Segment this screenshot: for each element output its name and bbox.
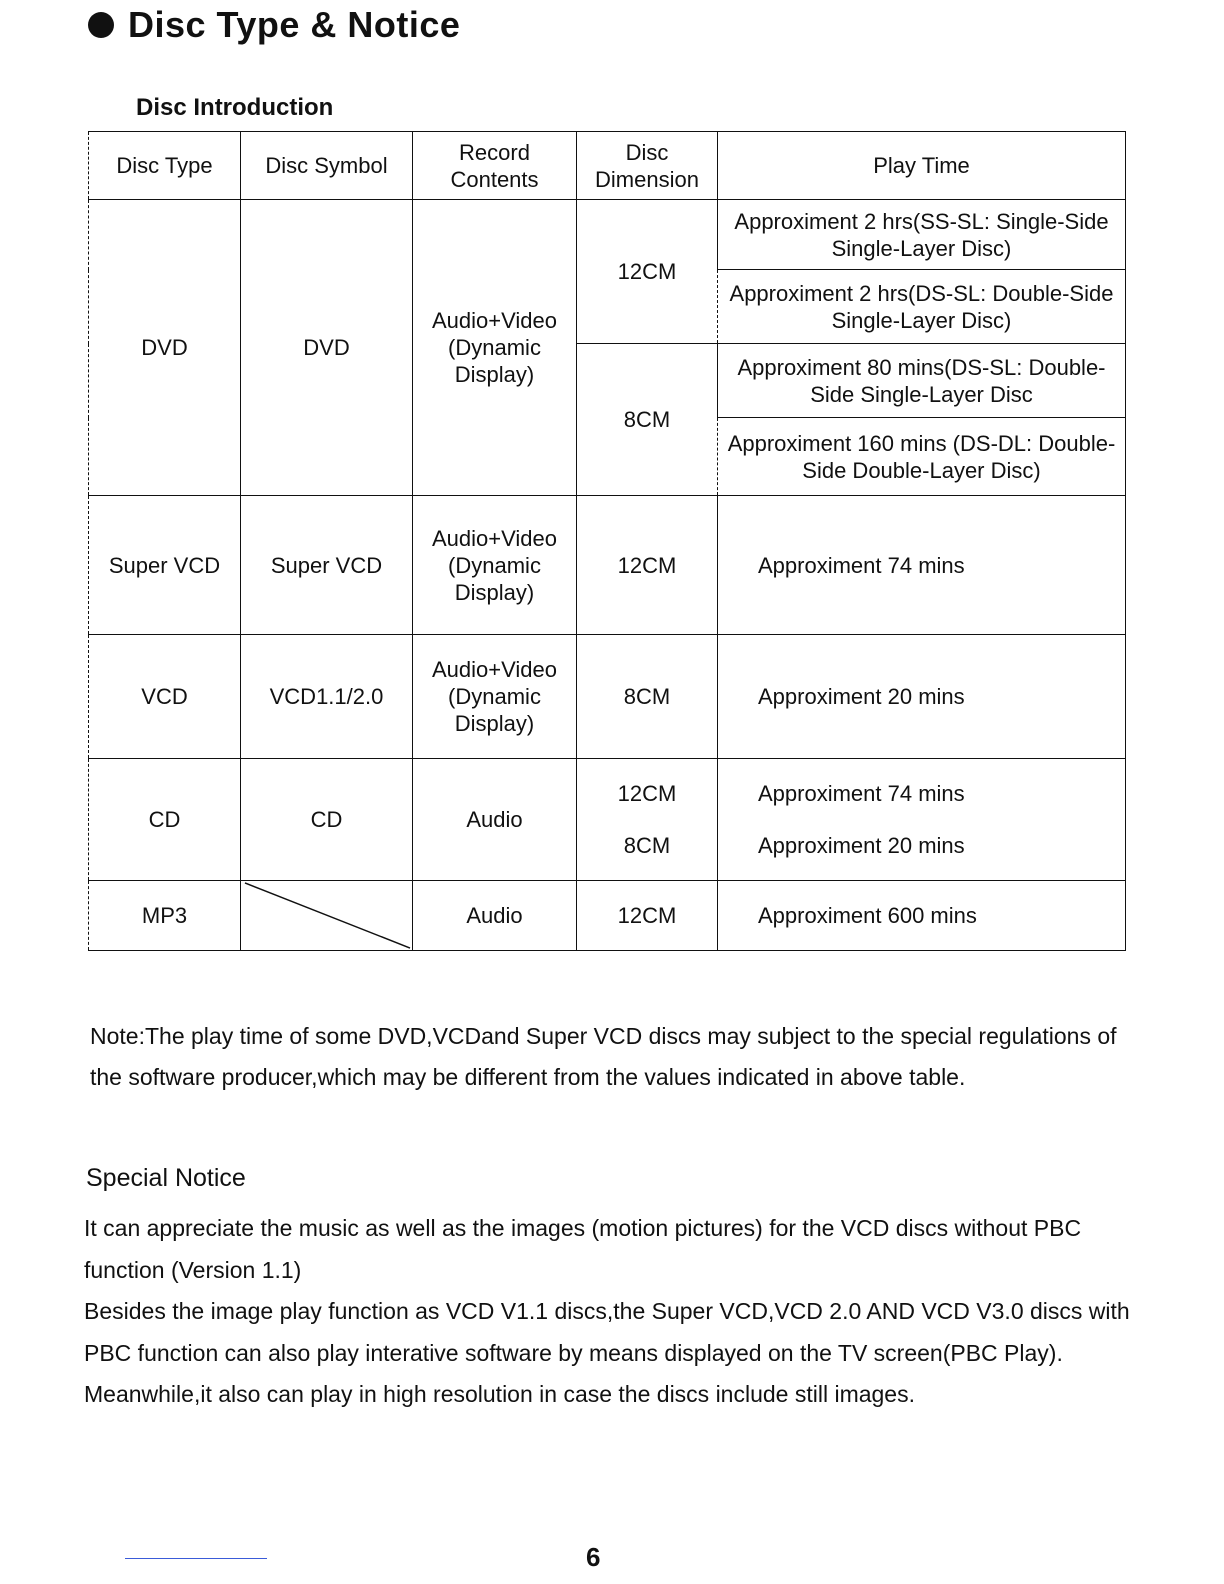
cell-mp3-dimension: 12CM <box>577 881 718 951</box>
footer-rule <box>125 1558 267 1559</box>
cell-vcd-contents: Audio+Video (Dynamic Display) <box>413 635 577 759</box>
cell-dvd-play-1: Approximent 2 hrs(SS-SL: Single-Side Single-Layer Disc) <box>718 200 1126 270</box>
cell-mp3-type: MP3 <box>89 881 241 951</box>
cell-dvd-type: DVD <box>89 200 241 496</box>
cell-svcd-contents: Audio+Video (Dynamic Display) <box>413 496 577 635</box>
cell-svcd-play: Approximent 74 mins <box>718 496 1126 635</box>
cell-cd-dim-8: 8CM <box>623 832 671 858</box>
special-notice-body <box>84 1208 1144 1416</box>
table-row-svcd <box>89 496 1126 635</box>
section-heading <box>88 4 460 46</box>
page-number: 6 <box>586 1542 601 1572</box>
table-row-dvd <box>89 200 1126 270</box>
cell-dvd-play-4: Approximent 160 mins (DS-DL: Double-Side Double-Layer Disc) <box>718 418 1126 496</box>
cell-dvd-contents: Audio+Video (Dynamic Display) <box>413 200 577 496</box>
cell-mp3-contents: Audio <box>413 881 577 951</box>
cell-vcd-dimension: 8CM <box>577 635 718 759</box>
table-header-row <box>89 132 1126 200</box>
table-row-vcd <box>89 635 1126 759</box>
special-notice-title: Special Notice <box>86 1164 246 1192</box>
header-record-contents: Record Contents <box>413 132 577 200</box>
cell-vcd-type: VCD <box>89 635 241 759</box>
disc-introduction-table <box>88 131 1126 951</box>
cell-dvd-play-2: Approximent 2 hrs(DS-SL: Double-Side Single-Layer Disc) <box>718 270 1126 344</box>
cell-vcd-play: Approximent 20 mins <box>718 635 1126 759</box>
cell-dvd-symbol: DVD <box>241 200 413 496</box>
table-row-cd <box>89 759 1126 881</box>
cell-mp3-play: Approximent 600 mins <box>718 881 1126 951</box>
cell-cd-dim-12: 12CM <box>617 780 677 806</box>
cell-cd-contents: Audio <box>413 759 577 881</box>
note-paragraph: Note:The play time of some DVD,VCDand Super VCD discs may subject to the special regulations of the software producer,which may be different from the values indicated in above table. <box>90 1023 1117 1090</box>
page-title: Disc Type & Notice <box>128 4 461 45</box>
cell-dvd-dim-12: 12CM <box>577 200 718 344</box>
table-row-mp3 <box>89 881 1126 951</box>
cell-svcd-type: Super VCD <box>89 496 241 635</box>
header-play-time: Play Time <box>718 132 1126 200</box>
notice-paragraph-2: Besides the image play function as VCD V1.1 discs,the Super VCD,VCD 2.0 AND VCD V3.0 discs with PBC function can also play interative software by means displayed on the TV screen(PBC Play). <box>84 1298 1130 1366</box>
diagonal-slash-icon <box>241 881 412 950</box>
header-disc-symbol: Disc Symbol <box>241 132 413 200</box>
header-disc-dimension: Disc Dimension <box>577 132 718 200</box>
cell-cd-type: CD <box>89 759 241 881</box>
cell-cd-dimension <box>577 759 718 881</box>
cell-cd-symbol: CD <box>241 759 413 881</box>
cell-svcd-dimension: 12CM <box>577 496 718 635</box>
cell-svcd-symbol: Super VCD <box>241 496 413 635</box>
cell-dvd-dim-8: 8CM <box>577 344 718 496</box>
cell-cd-play-12: Approximent 74 mins <box>758 780 965 806</box>
notice-paragraph-3: Meanwhile,it also can play in high resolution in case the discs include still images. <box>84 1381 915 1407</box>
cell-cd-play <box>718 759 1126 881</box>
cell-vcd-symbol: VCD1.1/2.0 <box>241 635 413 759</box>
header-disc-type: Disc Type <box>89 132 241 200</box>
cell-cd-play-8: Approximent 20 mins <box>758 832 965 858</box>
cell-dvd-play-3: Approximent 80 mins(DS-SL: Double-Side Single-Layer Disc <box>718 344 1126 418</box>
notice-paragraph-1: It can appreciate the music as well as the images (motion pictures) for the VCD discs without PBC function (Version 1.1) <box>84 1215 1082 1283</box>
table-title: Disc Introduction <box>136 94 334 121</box>
cell-mp3-symbol-empty <box>241 881 413 951</box>
bullet-icon <box>88 12 114 38</box>
